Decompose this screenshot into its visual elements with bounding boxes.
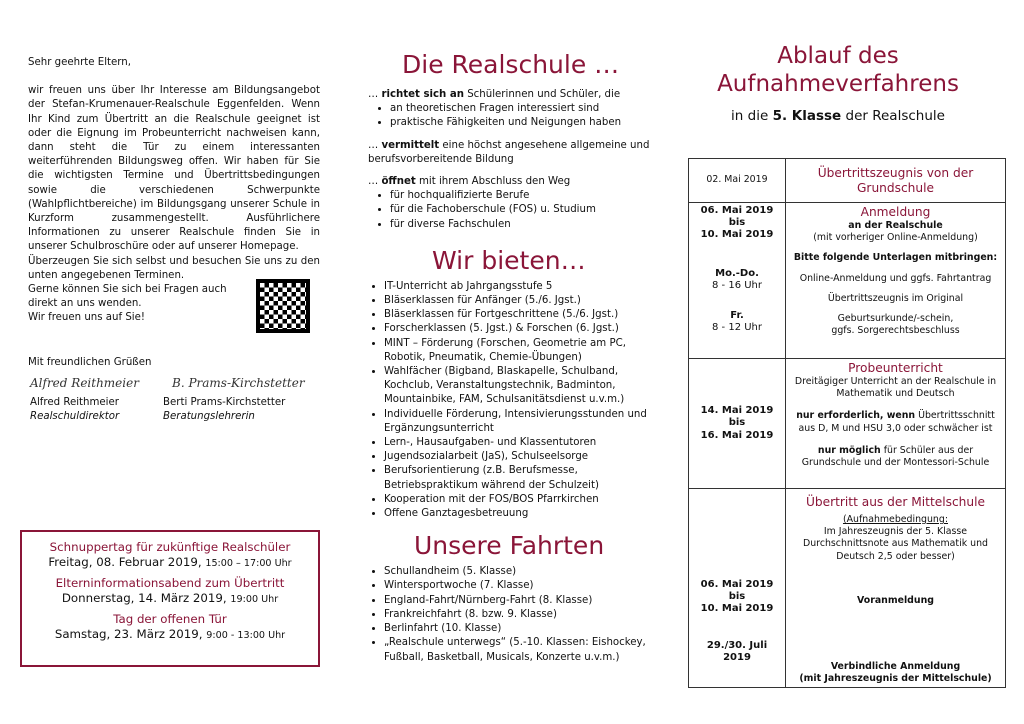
time: 8 - 16 Uhr xyxy=(712,279,762,291)
text: (mit vorheriger Online-Anmeldung) xyxy=(813,232,978,244)
text: Übertrittsschnitt aus D, M und HSU 3,0 oder schwächer ist xyxy=(798,410,995,434)
text: für Schüler aus der Grundschule und der Montessori-Schule xyxy=(801,444,990,469)
procedure-column xyxy=(688,0,1008,685)
text: Übertrittszeugnis im Original xyxy=(827,292,964,304)
date: Mo.-Do. xyxy=(715,267,759,279)
table-row xyxy=(689,203,1006,359)
list-item: • „Realschule unterwegs“ (5.-10. Klassen: Eishockey, Fußball, Basketball, Musicals, Konzerte u.v.m.) xyxy=(384,636,658,664)
event-time: 9:00 - 13:00 Uhr xyxy=(206,630,286,641)
date: 14. Mai 2019 xyxy=(700,405,774,417)
qr-code xyxy=(256,279,310,333)
date: 16. Mai 2019 xyxy=(700,429,774,441)
table-row xyxy=(689,359,1006,489)
list-item: • England-Fahrt/Nürnberg-Fahrt (8. Klasse) xyxy=(384,594,658,608)
letter-p3: Gerne können Sie sich bei Fragen auch direkt an uns wenden. xyxy=(28,284,227,310)
bold-term: 5. Klasse xyxy=(772,108,842,124)
list-item: • Offene Ganztagesbetreuung xyxy=(384,507,658,521)
list-item: • Forscherklassen (5. Jgst.) & Forschen (6. Jgst.) xyxy=(384,322,658,336)
procedure-table xyxy=(688,158,1006,688)
time: 8 - 12 Uhr xyxy=(712,322,762,334)
list-item: • Wahlfächer (Bigband, Blaskapelle, Schulband, Kochclub, Veranstaltungstechnik, Badminton, Mountainbike, FAM, Schulsanitätsdienst u.v.m.) xyxy=(384,365,658,408)
role-1: Realschuldirektor xyxy=(30,410,120,422)
bold-term: öffnet xyxy=(381,176,416,188)
event-time: 19:00 Uhr xyxy=(230,594,279,605)
name-2: Berti Prams-Kirchstetter xyxy=(163,396,286,408)
text: Bitte folgende Unterlagen mitbringen: xyxy=(793,252,998,264)
list-item: • MINT – Förderung (Forschen, Geometrie am PC, Robotik, Pneumatik, Chemie-Übungen) xyxy=(384,337,658,365)
letter-p2: Überzeugen Sie sich selbst und besuchen Sie uns zu den unten angegebenen Terminen. xyxy=(28,255,320,281)
ellipsis: … xyxy=(368,139,379,151)
text: an der Realschule xyxy=(848,220,943,231)
bold-term: nur erforderlich, wenn xyxy=(796,410,916,422)
event-time: 15:00 – 17:00 Uhr xyxy=(205,558,292,569)
date: bis xyxy=(728,591,746,603)
procedure-title-2: Aufnahmeverfahrens xyxy=(717,71,959,97)
info-column xyxy=(358,0,658,665)
list-item: • an theoretischen Fragen interessiert sind xyxy=(390,102,658,116)
list-item: • für die Fachoberschule (FOS) u. Studium xyxy=(390,203,658,217)
event-date: Freitag, 08. Februar 2019, xyxy=(48,555,202,569)
event-date: Samstag, 23. März 2019, xyxy=(54,627,203,641)
letter-body: wir freuen uns über Ihr Interesse am Bildungsangebot der Stefan-Krumenauer-Realschule Eggenfelden. Wenn Ihr Kind zum Übertritt an die Realschule geeignet ist oder die Eignung im Probeunterricht nachweisen kann, dann steht die Tür zu einem interessanten weiterführenden Bildungsweg offen. Wir haben für Sie die wichtigsten Termine und Übertrittsbedingungen sowie die verschiedenen Schwerpunkte (Wahlpflichtbereiche) im Bildungsgang unserer Schule in Kurzform zusammengestellt. Ausführlichere Informationen zu unserer Realschule finden Sie in unserer Schulbroschüre oder auf unserer Homepage. xyxy=(28,85,320,253)
list-item: • Wintersportwoche (7. Klasse) xyxy=(384,579,658,593)
date: Fr. xyxy=(730,310,744,322)
procedure-subtitle xyxy=(688,108,988,124)
text: der Realschule xyxy=(845,108,945,124)
row-title: Anmeldung xyxy=(860,205,931,219)
bold-term: nur möglich xyxy=(817,444,881,456)
ellipsis: … xyxy=(368,89,379,100)
role-2: Beratungslehrerin xyxy=(163,410,255,422)
list-item: • Kooperation mit der FOS/BOS Pfarrkirchen xyxy=(384,493,658,507)
text: eine höchst angesehene allgemeine und berufsvorbereitende Bildung xyxy=(368,139,650,165)
closing: Mit freundlichen Grüßen xyxy=(28,356,152,368)
text: Dreitägiger Unterricht an der Realschule in Mathematik und Deutsch xyxy=(794,376,997,400)
list-item: • für diverse Fachschulen xyxy=(390,218,658,232)
date: bis xyxy=(728,217,746,229)
list-item: • Jugendsozialarbeit (JaS), Schulseelsorge xyxy=(384,450,658,464)
text: Verbindliche Anmeldung xyxy=(830,661,961,673)
text: (Aufnahmebedingung: xyxy=(842,514,948,525)
row-title: Übertrittszeugnis von der Grundschule xyxy=(817,165,974,195)
date: 06. Mai 2019 xyxy=(700,579,774,590)
table-row xyxy=(689,159,1006,203)
list-item: • Bläserklassen für Fortgeschrittene (5./6. Jgst.) xyxy=(384,308,658,322)
list-item: • für hochqualifizierte Berufe xyxy=(390,189,658,203)
list-item: • Frankreichfahrt (8. bzw. 9. Klasse) xyxy=(384,608,658,622)
row-title: Probeunterricht xyxy=(848,361,943,375)
date: 29./30. Juli xyxy=(706,639,768,651)
date: bis xyxy=(728,417,746,429)
signature-2: B. Prams-Kirchstetter xyxy=(172,375,305,390)
text: in die xyxy=(731,108,769,124)
event-title: Tag der offenen Tür xyxy=(113,612,227,626)
date: 06. Mai 2019 xyxy=(700,205,774,216)
event-title: Schnuppertag für zukünftige Realschüler xyxy=(49,540,291,554)
text: Online-Anmeldung und ggfs. Fahrtantrag xyxy=(799,272,992,284)
date: 10. Mai 2019 xyxy=(700,229,774,241)
text: Voranmeldung xyxy=(857,594,934,606)
procedure-title-1: Ablauf des xyxy=(777,43,899,69)
table-row xyxy=(689,489,1006,688)
list-item: • Individuelle Förderung, Intensivierungsstunden und Ergänzungsunterricht xyxy=(384,408,658,436)
bold-term: vermittelt xyxy=(381,139,440,151)
row-title: Übertritt aus der Mittelschule xyxy=(805,495,986,509)
event-date: Donnerstag, 14. März 2019, xyxy=(61,591,227,605)
text: Im Jahreszeugnis der 5. Klasse Durchschnittsnote aus Mathematik und Deutsch 2,5 oder besser) xyxy=(803,526,988,562)
list-item: • praktische Fähigkeiten und Neigungen haben xyxy=(390,116,658,130)
list-item: • IT-Unterricht ab Jahrgangsstufe 5 xyxy=(384,280,658,294)
bieten-list xyxy=(358,280,658,521)
row-date: 02. Mai 2019 xyxy=(689,159,786,203)
list-item: • Berlinfahrt (10. Klasse) xyxy=(384,622,658,636)
list-item: • Schullandheim (5. Klasse) xyxy=(384,565,658,579)
text: ggfs. Sorgerechtsbeschluss xyxy=(831,325,960,337)
name-1: Alfred Reithmeier xyxy=(30,396,119,408)
events-box xyxy=(20,530,320,667)
list-item: • Lern-, Hausaufgaben- und Klassentutoren xyxy=(384,436,658,450)
text: Geburtsurkunde/-schein, xyxy=(837,313,954,325)
date: 2019 xyxy=(723,651,751,663)
letter-p4: Wir freuen uns auf Sie! xyxy=(28,312,145,324)
event-title: Elterninformationsabend zum Übertritt xyxy=(55,576,285,590)
ellipsis: … xyxy=(368,176,379,188)
text: (mit Jahreszeugnis der Mittelschule) xyxy=(799,673,992,685)
bold-term: richtet sich an xyxy=(381,89,464,100)
list-item: • Berufsorientierung (z.B. Berufsmesse, Betriebspraktikum während der Schulzeit) xyxy=(384,464,658,492)
list-item: • Bläserklassen für Anfänger (5./6. Jgst.) xyxy=(384,294,658,308)
bieten-heading: Wir bieten… xyxy=(432,245,586,275)
date: 10. Mai 2019 xyxy=(700,603,774,615)
salutation: Sehr geehrte Eltern, xyxy=(28,57,131,68)
fahrten-heading: Unsere Fahrten xyxy=(414,531,605,561)
signature-1: Alfred Reithmeier xyxy=(30,375,139,390)
text: Schülerinnen und Schüler, die xyxy=(467,89,621,100)
fahrten-list xyxy=(358,565,658,664)
letter-column xyxy=(28,0,320,426)
realschule-heading: Die Realschule … xyxy=(402,50,620,79)
text: mit ihrem Abschluss den Weg xyxy=(418,176,571,188)
